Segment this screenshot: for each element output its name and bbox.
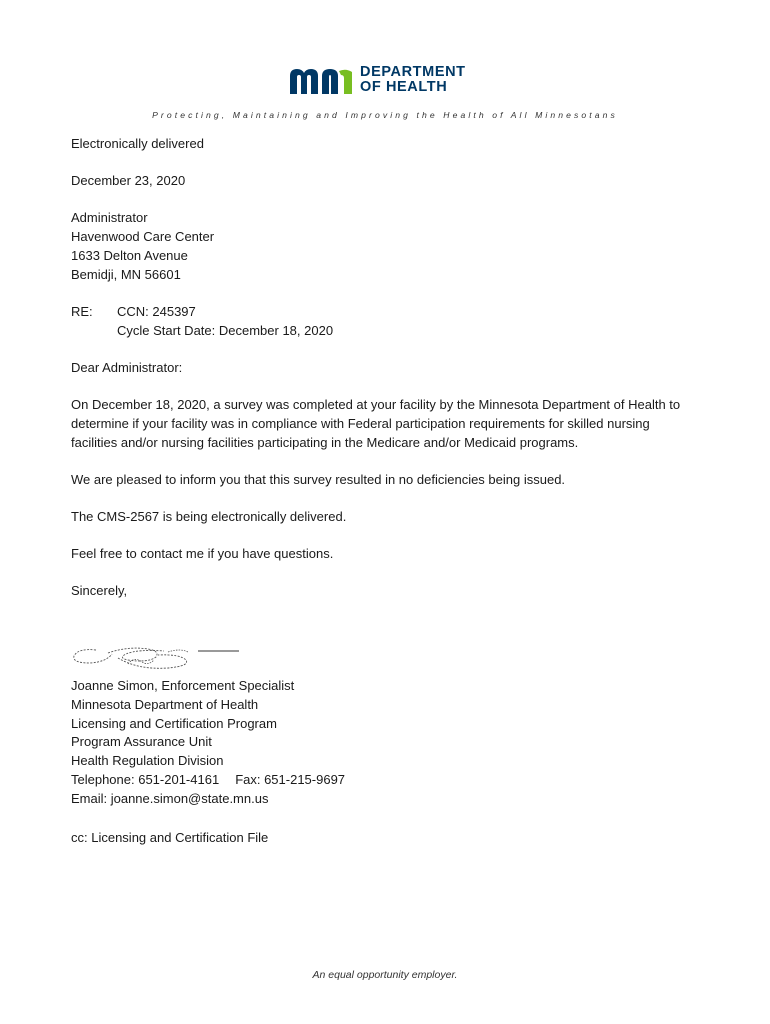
fax: Fax: 651-215-9697 <box>235 771 346 787</box>
paragraph-result: We are pleased to inform you that this survey resulted in no deficiencies being issued. <box>71 472 566 487</box>
re-block <box>71 302 691 340</box>
signatory-org: Minnesota Department of Health <box>71 696 259 712</box>
paragraph-survey: On December 18, 2020, a survey was completed at your facility by the Minnesota Department of Health to determine if your facility was in compliance with Federal participation requirements for skilled nursing facilities and/or nursing facilities participating in the Medicare and/or Medicaid programs. <box>71 397 681 450</box>
letter-body <box>71 134 691 618</box>
closing: Sincerely, <box>71 583 128 598</box>
mn-logo-icon <box>289 66 353 94</box>
recipient-facility: Havenwood Care Center <box>71 229 215 244</box>
tagline: Protecting, Maintaining and Improving the Health of All Minnesotans <box>152 110 618 120</box>
paragraph-contact: Feel free to contact me if you have questions. <box>71 546 334 561</box>
telephone: Telephone: 651-201-4161 <box>71 771 220 787</box>
recipient-address <box>71 208 691 284</box>
footer-eoe: An equal opportunity employer. <box>312 969 458 981</box>
signatory-program: Licensing and Certification Program <box>71 715 277 731</box>
logo-line-2: OF HEALTH <box>360 79 448 95</box>
recipient-street: 1633 Delton Avenue <box>71 248 188 263</box>
salutation: Dear Administrator: <box>71 360 183 375</box>
contact-phone-fax <box>71 771 691 790</box>
handwritten-signature <box>68 636 248 676</box>
recipient-title: Administrator <box>71 210 148 225</box>
re-ccn: CCN: 245397 <box>117 304 196 319</box>
signature-block <box>71 677 691 809</box>
delivery-note: Electronically delivered <box>71 136 204 151</box>
cc-line: cc: Licensing and Certification File <box>71 830 269 845</box>
re-cycle-date: Cycle Start Date: December 18, 2020 <box>117 323 334 338</box>
recipient-city: Bemidji, MN 56601 <box>71 267 181 282</box>
logo-wordmark <box>360 65 466 95</box>
letterhead <box>0 62 770 102</box>
mdh-logo <box>289 62 489 102</box>
re-label: RE: <box>71 304 93 319</box>
signatory-unit: Program Assurance Unit <box>71 734 212 750</box>
signatory-division: Health Regulation Division <box>71 753 224 769</box>
letter-date: December 23, 2020 <box>71 173 186 188</box>
logo-line-1: DEPARTMENT <box>360 64 466 80</box>
email-address: Email: joanne.simon@state.mn.us <box>71 790 269 806</box>
paragraph-cms: The CMS-2567 is being electronically delivered. <box>71 509 347 524</box>
signatory-name: Joanne Simon, Enforcement Specialist <box>71 678 295 693</box>
